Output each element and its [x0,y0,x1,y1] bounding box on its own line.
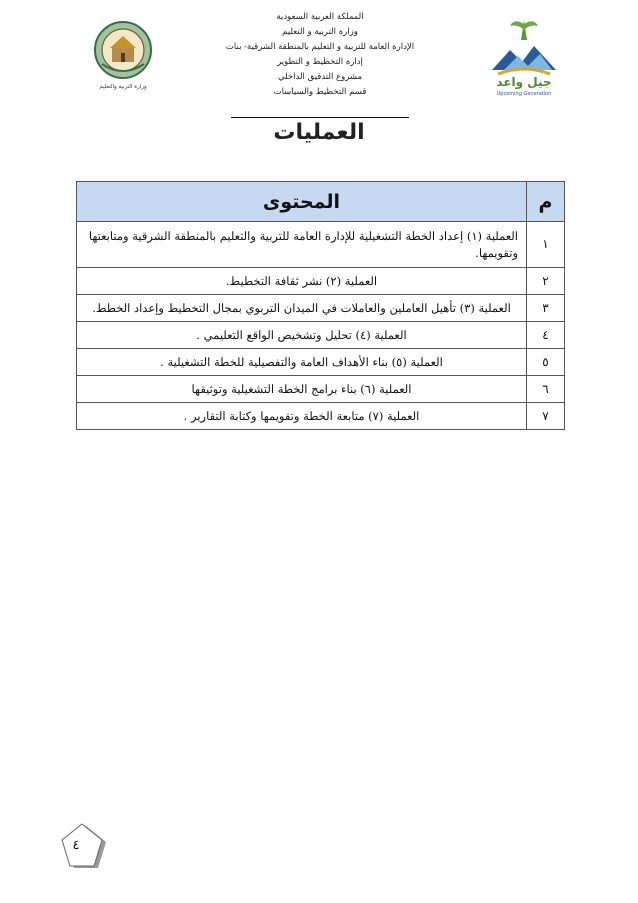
column-header-number: م [527,182,565,222]
row-content: العملية (٧) متابعة الخطة وتقويمها وكتابة التقارير . [77,403,527,430]
row-content: العملية (٤) تحليل وتشخيص الواقع التعليمي . [77,322,527,349]
column-header-content: المحتوى [77,182,527,222]
row-number: ٦ [527,376,565,403]
letterhead-line-directorate: الإدارة العامة للتربية و التعليم بالمنطقة الشرقية- بنات [225,42,415,52]
table-row [77,295,565,322]
page-title: العمليات [273,120,365,145]
letterhead-line-department: إدارة التخطيط و التطوير [277,57,363,67]
table-header-row [77,182,565,222]
letterhead-line-ministry: وزارة التربية و التعليم [282,27,358,37]
table-row [77,268,565,295]
table-row [77,322,565,349]
operations-table [76,181,565,430]
table-row [77,403,565,430]
table-row [77,349,565,376]
row-number: ٢ [527,268,565,295]
upcoming-generation-logo-subtitle: Upcoming Generation [496,91,552,97]
ministry-logo-caption: وزارة التربية والتعليم [99,84,147,90]
row-content: العملية (٣) تأهيل العاملين والعاملات في الميدان التربوي بمجال التخطيط وإعداد الخطط. [77,295,527,322]
row-number: ١ [527,222,565,268]
row-number: ٤ [527,322,565,349]
row-number: ٣ [527,295,565,322]
letterhead-line-project: مشروع التدقيق الداخلي [277,72,363,82]
row-number: ٧ [527,403,565,430]
row-number: ٥ [527,349,565,376]
row-content: العملية (٦) بناء برامج الخطة التشغيلية وتوثيقها [77,376,527,403]
letterhead-line-section: قسم التخطيط والسياسات [273,87,367,97]
letterhead-line-kingdom: المملكة العربية السعودية [276,12,364,22]
table-row [77,222,565,268]
row-content: العملية (٥) بناء الأهداف العامة والتفصيلية للخطة التشغيلية . [77,349,527,376]
row-content: العملية (١) إعداد الخطة التشغيلية للإدارة العامة للتربية والتعليم بالمنطقة الشرقية ومتابعتها وتقويمها. [77,222,527,268]
table-row [77,376,565,403]
header-divider [231,117,409,118]
letterhead [210,10,430,100]
upcoming-generation-logo [484,14,564,98]
ministry-logo [92,20,154,92]
upcoming-generation-logo-title: جيل واعد [496,75,552,89]
row-content: العملية (٢) نشر ثقافة التخطيط. [77,268,527,295]
page-number: ٤ [72,838,80,853]
